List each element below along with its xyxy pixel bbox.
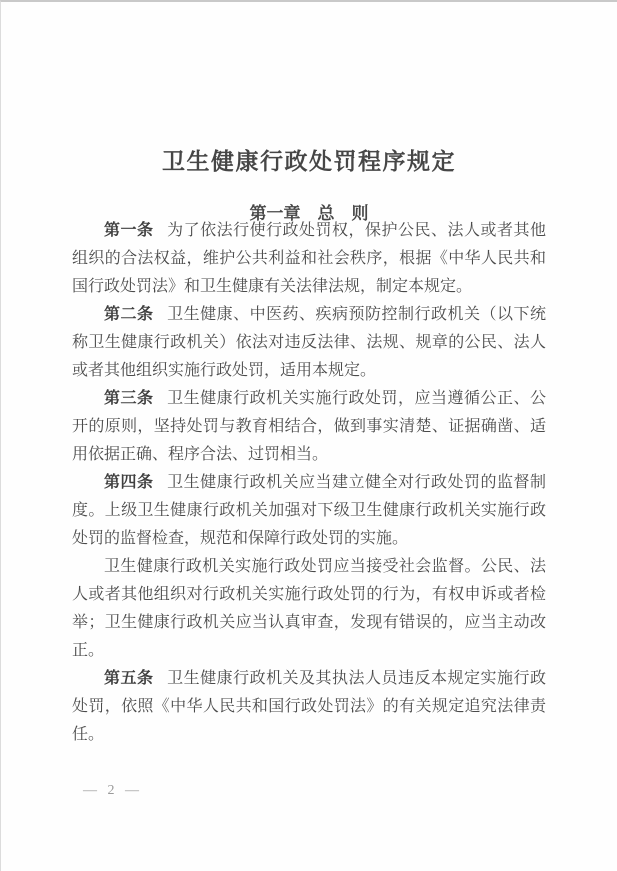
article-number: 第二条 — [104, 306, 154, 323]
article-text: 卫生健康行政机关及其执法人员违反本规定实施行政处罚，依照《中华人民共和国行政处罚法》的有关规定追究法律责任。 — [72, 670, 546, 743]
article-text: 卫生健康行政机关实施行政处罚应当接受社会监督。公民、法人或者其他组织对行政机关实施行政处罚的行为，有权申诉或者检举；卫生健康行政机关应当认真审查，发现有错误的，应当主动改正。 — [72, 558, 546, 659]
article-number: 第五条 — [104, 670, 154, 687]
article-paragraph — [72, 469, 546, 553]
article-paragraph — [72, 301, 546, 385]
article-text: 卫生健康、中医药、疾病预防控制行政机关（以下统称卫生健康行政机关）依法对违反法律、法规、规章的公民、法人或者其他组织实施行政处罚，适用本规定。 — [72, 306, 546, 379]
document-title: 卫生健康行政处罚程序规定 — [162, 149, 456, 175]
article-number: 第四条 — [104, 474, 154, 491]
article-text: 卫生健康行政机关实施行政处罚，应当遵循公正、公开的原则，坚持处罚与教育相结合，做到事实清楚、证据确凿、适用依据正确、程序合法、过罚相当。 — [72, 390, 546, 463]
chapter-heading: 第一章 总 则 — [249, 204, 369, 224]
article-paragraph — [72, 385, 546, 469]
article-paragraph — [72, 217, 546, 301]
page-number: — 2 — — [83, 783, 140, 798]
document-body — [72, 217, 546, 749]
article-paragraph — [72, 553, 546, 665]
article-text: 卫生健康行政机关应当建立健全对行政处罚的监督制度。上级卫生健康行政机关加强对下级卫生健康行政机关实施行政处罚的监督检查，规范和保障行政处罚的实施。 — [72, 474, 546, 547]
article-paragraph — [72, 665, 546, 749]
article-number: 第一条 — [104, 222, 154, 239]
article-number: 第三条 — [104, 390, 154, 407]
article-text: 为了依法行使行政处罚权，保护公民、法人或者其他组织的合法权益，维护公共利益和社会秩序，根据《中华人民共和国行政处罚法》和卫生健康有关法律法规，制定本规定。 — [72, 222, 546, 295]
